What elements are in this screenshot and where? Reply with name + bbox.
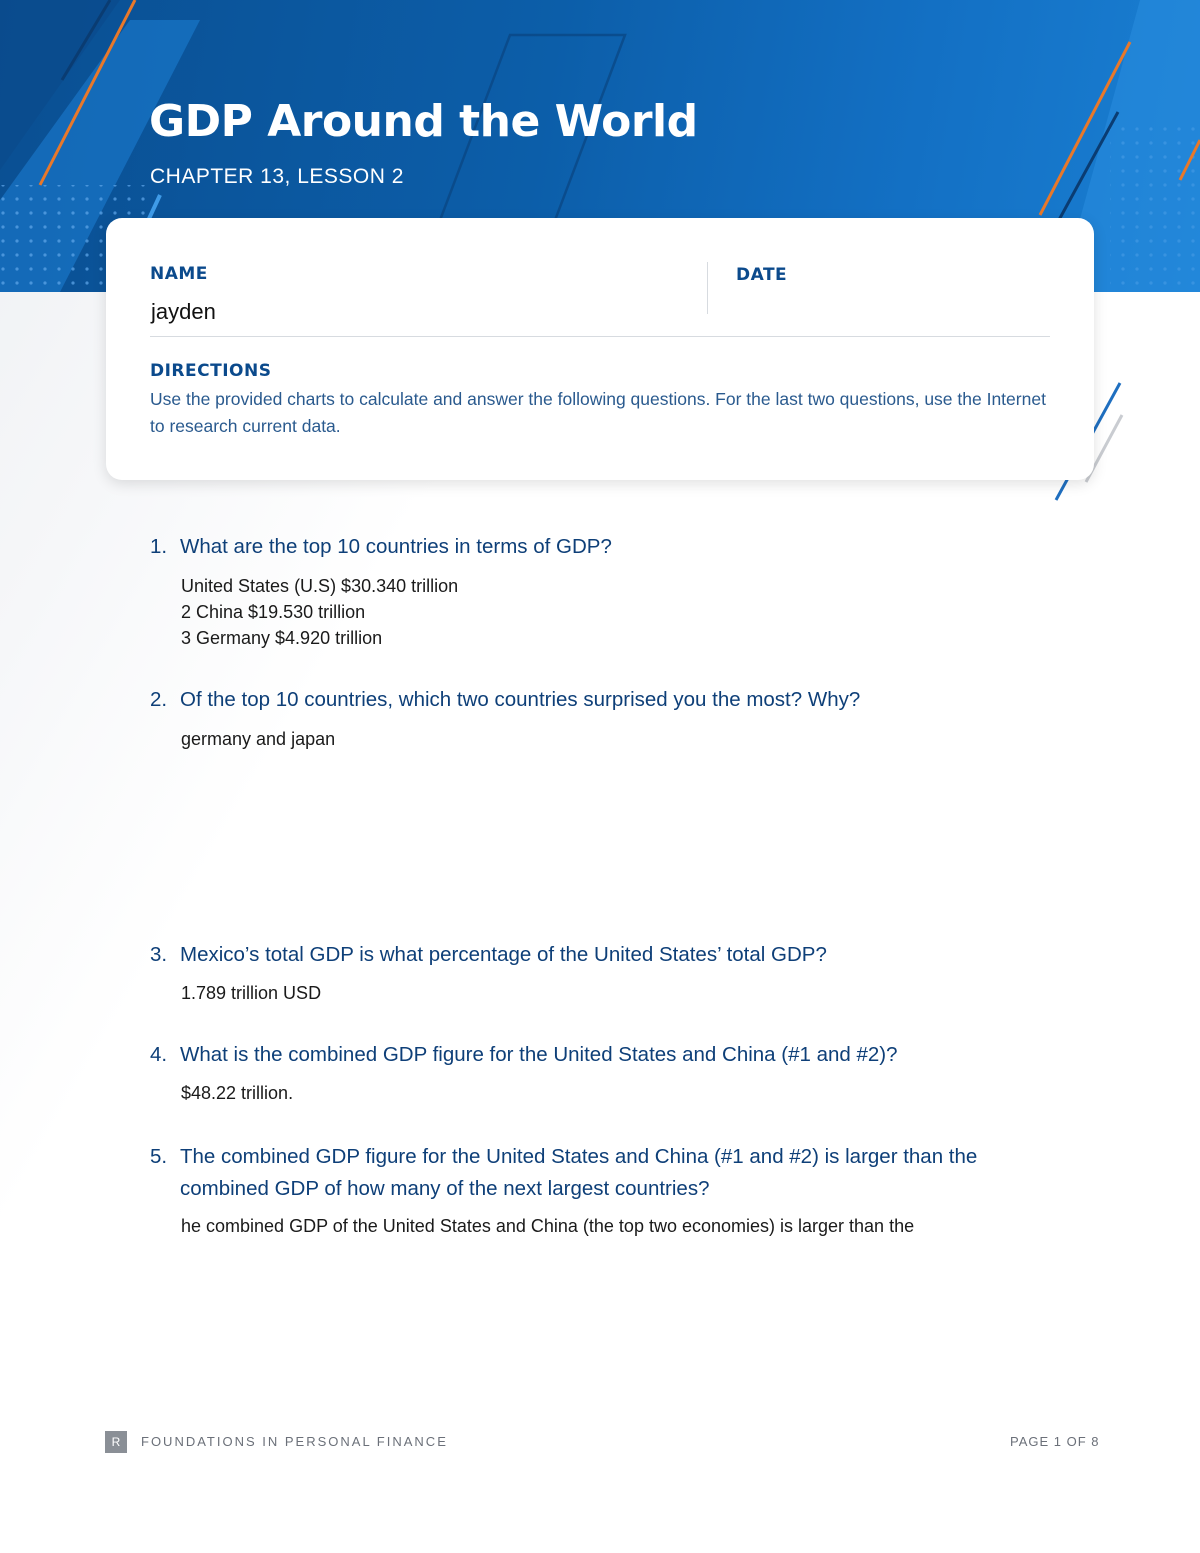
answer-line: 3 Germany $4.920 trillion [181,628,383,648]
answer-line: United States (U.S) $30.340 trillion [181,576,459,596]
question-2 [150,684,1060,716]
question-1 [150,531,1060,563]
question-3 [150,939,1060,971]
answer-2-field[interactable] [181,726,1081,926]
footer-course-title: FOUNDATIONS IN PERSONAL FINANCE [141,1434,448,1449]
answer-line: 2 China $19.530 trillion [181,602,366,622]
field-divider [707,262,708,314]
question-text: Of the top 10 countries, which two countries surprised you the most? Why? [180,688,861,711]
answer-4-field[interactable] [181,1080,1081,1106]
answer-5-field[interactable] [181,1213,1081,1249]
question-number: 2. [150,688,168,711]
chapter-lesson-label: CHAPTER 13, LESSON 2 [150,165,404,188]
name-field[interactable]: jayden [151,299,216,324]
answer-3-field[interactable] [181,980,1081,1006]
publisher-logo: R [105,1431,127,1453]
page-title: GDP Around the World [149,96,698,147]
question-number: 1. [150,535,168,558]
question-text: Mexico’s total GDP is what percentage of the United States’ total GDP? [180,943,827,966]
page-number: PAGE 1 OF 8 [1010,1434,1100,1449]
directions-text: Use the provided charts to calculate and answer the following questions. For the last two questions, use the Internet to research current data. [150,389,1046,436]
date-field[interactable] [736,296,1036,326]
answer-1-field[interactable] [181,573,1081,660]
name-label: NAME [150,264,208,284]
answer-line: he combined GDP of the United States and China (the top two economies) is larger than the [181,1216,915,1236]
date-label: DATE [736,265,788,285]
question-number: 5. [150,1145,168,1168]
question-number: 3. [150,943,168,966]
student-info-card [106,218,1094,480]
question-text: The combined GDP figure for the United States and China (#1 and #2) is larger than the combined GDP of how many of the next largest countries? [180,1145,978,1200]
question-text: What are the top 10 countries in terms of GDP? [180,535,612,558]
answer-line: $48.22 trillion. [181,1083,294,1103]
answer-line: 1.789 trillion USD [181,983,322,1003]
card-divider [150,336,1050,337]
answer-line: germany and japan [181,729,336,749]
directions-label: DIRECTIONS [150,361,272,381]
question-text: What is the combined GDP figure for the United States and China (#1 and #2)? [180,1043,898,1066]
question-5 [150,1141,1060,1205]
question-number: 4. [150,1043,168,1066]
question-4 [150,1039,1060,1071]
